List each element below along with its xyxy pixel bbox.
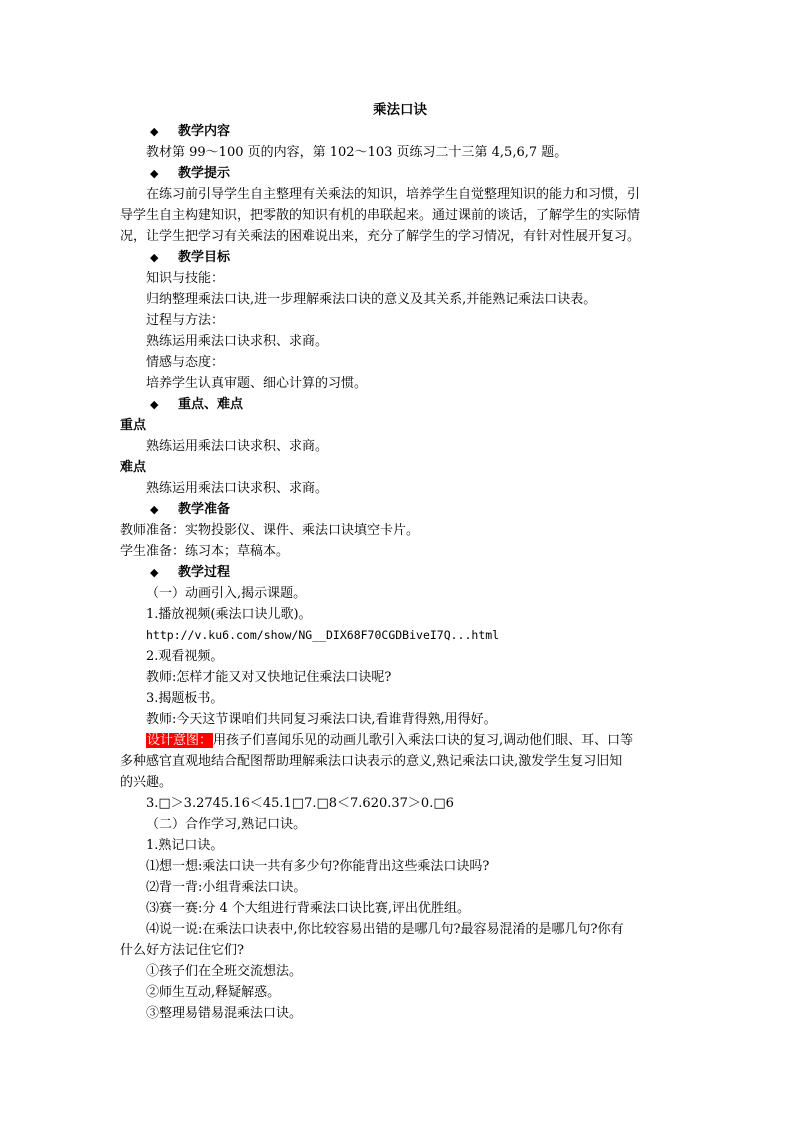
heading-teaching-hint — [120, 163, 710, 184]
process-step: 1.熟记口诀。 — [146, 838, 224, 853]
diamond-bullet-icon: ◆ — [150, 125, 159, 138]
process-step: ①孩子们在全班交流想法。 — [146, 964, 303, 979]
diamond-bullet-icon: ◆ — [150, 503, 159, 516]
heading-label: 教学提示 — [178, 166, 231, 181]
process-step: 1.播放视频(乘法口诀儿歌)。 — [146, 607, 312, 622]
diamond-bullet-icon: ◆ — [150, 398, 159, 411]
goal-knowledge-text: 归纳整理乘法口诀,进一步理解乘法口诀的意义及其关系,并能熟记乘法口诀表。 — [146, 292, 597, 307]
diamond-bullet-icon: ◆ — [150, 251, 159, 264]
process-step: 教师:今天这节课咱们共同复习乘法口诀,看谁背得熟,用得好。 — [146, 712, 497, 727]
prep-teacher: 教师准备：实物投影仪、课件、乘法口诀填空卡片。 — [120, 523, 420, 538]
process-step: 3.□＞3.2745.16＜45.1□7.□8＜7.620.37＞0.□6 — [146, 796, 454, 811]
process-step: ②师生互动,释疑解惑。 — [146, 985, 281, 1000]
difficult-point-text: 熟练运用乘法口诀求积、求商。 — [146, 481, 329, 496]
heading-label: 教学准备 — [178, 502, 231, 517]
heading-teaching-process — [120, 562, 710, 583]
heading-label: 教学过程 — [178, 565, 231, 580]
heading-label: 重点、难点 — [178, 397, 244, 412]
process-step: 3.揭题板书。 — [146, 691, 224, 706]
diamond-bullet-icon: ◆ — [150, 167, 159, 180]
video-link[interactable]: http://v.ku6.com/show/NG__DIX68F70CGDBiveI7Q...html — [146, 628, 500, 642]
design-intent-label: 设计意图： — [147, 733, 213, 748]
design-intent-text: 用孩子们喜闻乐见的动画儿歌引入乘法口诀的复习,调动他们眼、耳、口等 — [213, 733, 634, 748]
process-step: 2.观看视频。 — [146, 649, 224, 664]
diamond-bullet-icon: ◆ — [150, 566, 159, 579]
heading-teaching-prep — [120, 499, 710, 520]
heading-key-difficult — [120, 394, 710, 415]
goal-emotion-text: 培养学生认真审题、细心计算的习惯。 — [146, 376, 368, 391]
design-intent-line: 的兴趣。 — [120, 775, 173, 790]
paragraph-hint-line: 在练习前引导学生自主整理有关乘法的知识，培养学生自觉整理知识的能力和习惯，引 — [146, 187, 641, 202]
process-step: 什么好方法记住它们? — [120, 943, 244, 958]
difficult-point-label: 难点 — [120, 460, 147, 475]
process-step: ⑶赛一赛:分 4 个大组进行背乘法口诀比赛,评出优胜组。 — [146, 901, 471, 916]
paragraph-hint-line: 导学生自主构建知识，把零散的知识有机的串联起来。通过课前的谈话，了解学生的实际情 — [120, 208, 641, 223]
goal-knowledge-label: 知识与技能： — [146, 271, 225, 286]
heading-teaching-goal — [120, 247, 710, 268]
key-point-label: 重点 — [120, 418, 147, 433]
goal-emotion-label: 情感与态度： — [146, 355, 225, 370]
process-step: 教师:怎样才能又对又快地记住乘法口诀呢? — [146, 670, 392, 685]
heading-teaching-content — [120, 121, 710, 142]
process-step: ⑷说一说:在乘法口诀表中,你比较容易出错的是哪几句?最容易混淆的是哪几句?你有 — [146, 922, 624, 937]
heading-label: 教学目标 — [178, 250, 231, 265]
process-step: ⑴想一想:乘法口诀一共有多少句?你能背出这些乘法口诀吗? — [146, 859, 490, 874]
key-point-text: 熟练运用乘法口诀求积、求商。 — [146, 439, 329, 454]
prep-student: 学生准备：练习本；草稿本。 — [120, 544, 290, 559]
process-step: （二）合作学习,熟记口诀。 — [146, 817, 307, 832]
process-step: ③整理易错易混乘法口诀。 — [146, 1006, 303, 1021]
goal-process-text: 熟练运用乘法口诀求积、求商。 — [146, 334, 329, 349]
process-step: ⑵背一背:小组背乘法口诀。 — [146, 880, 307, 895]
design-intent-line: 多种感官直观地结合配图帮助理解乘法口诀表示的意义,熟记乘法口诀,激发学生复习旧知 — [120, 754, 623, 769]
design-intent-line — [120, 730, 706, 751]
document-title: 乘法口诀 — [373, 102, 427, 118]
process-step: （一）动画引入,揭示课题。 — [146, 586, 307, 601]
paragraph-hint-line: 况，让学生把学习有关乘法的困难说出来，充分了解学生的学习情况，有针对性展开复习。 — [120, 229, 641, 244]
goal-process-label: 过程与方法： — [146, 313, 225, 328]
paragraph-content: 教材第 99～100 页的内容，第 102～103 页练习二十三第 4,5,6,7 题。 — [146, 145, 568, 160]
heading-label: 教学内容 — [178, 124, 231, 139]
